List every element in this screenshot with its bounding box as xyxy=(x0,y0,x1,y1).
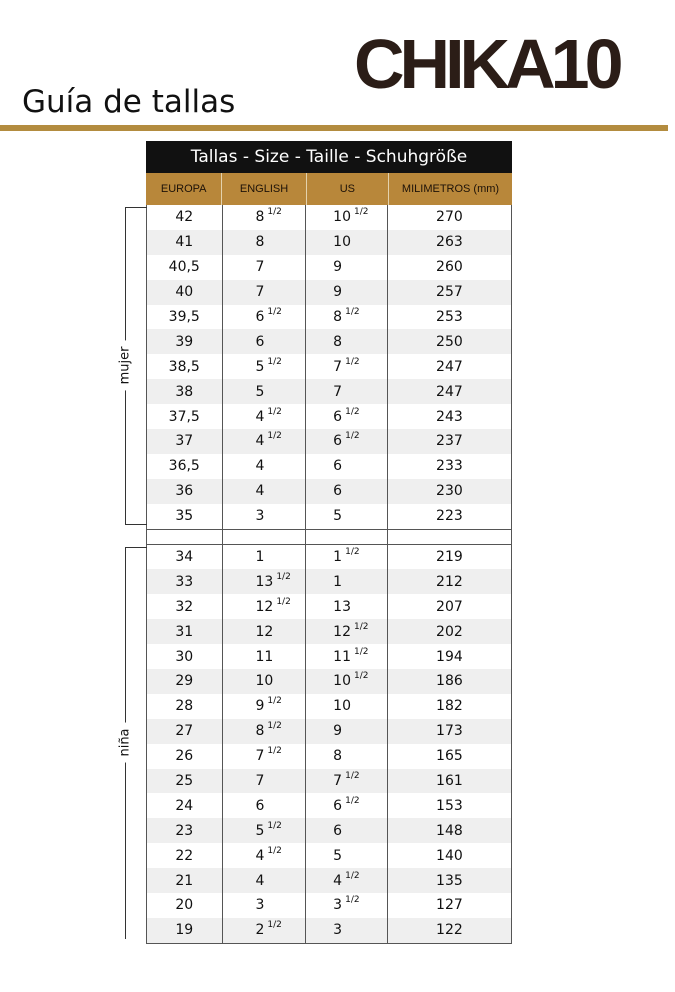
mm-cell: 161 xyxy=(436,773,463,790)
english-cell xyxy=(223,569,307,594)
europa-cell: 39 xyxy=(147,329,223,354)
table-row xyxy=(147,305,511,330)
us-value: 12 xyxy=(333,623,351,640)
us-value: 10 xyxy=(333,234,351,251)
us-value: 8 xyxy=(333,748,343,765)
english-value: 7 xyxy=(255,259,265,276)
europa-cell: 41 xyxy=(147,230,223,255)
english-fraction: 1/2 xyxy=(267,406,282,417)
english-fraction: 1/2 xyxy=(267,356,282,367)
english-value: 8 xyxy=(255,234,265,251)
mm-cell: 212 xyxy=(436,573,463,590)
us-cell xyxy=(306,793,388,818)
table-row xyxy=(147,255,511,280)
us-value: 9 xyxy=(333,723,343,740)
europa-cell: 40 xyxy=(147,280,223,305)
europa-cell: 40,5 xyxy=(147,255,223,280)
english-value: 4 xyxy=(255,408,265,425)
english-cell xyxy=(223,868,307,893)
us-cell xyxy=(306,404,388,429)
english-value: 8 xyxy=(255,209,265,226)
size-table xyxy=(146,141,512,944)
english-fraction: 1/2 xyxy=(267,820,282,831)
us-value: 6 xyxy=(333,433,343,450)
mm-cell: 263 xyxy=(436,234,463,251)
mm-cell: 173 xyxy=(436,723,463,740)
english-value: 4 xyxy=(255,483,265,500)
us-cell xyxy=(306,569,388,594)
english-fraction: 1/2 xyxy=(267,845,282,856)
table-row xyxy=(147,918,511,943)
us-cell xyxy=(306,918,388,943)
us-cell xyxy=(306,594,388,619)
us-cell xyxy=(306,893,388,918)
group-mujer-rows xyxy=(147,205,511,529)
europa-cell: 29 xyxy=(147,669,223,694)
europa-cell: 35 xyxy=(147,504,223,529)
table-row xyxy=(147,719,511,744)
mm-cell: 257 xyxy=(436,284,463,301)
mm-cell: 186 xyxy=(436,673,463,690)
mm-cell: 233 xyxy=(436,458,463,475)
us-cell xyxy=(306,669,388,694)
us-cell xyxy=(306,255,388,280)
table-row xyxy=(147,280,511,305)
mm-cell: 140 xyxy=(436,847,463,864)
us-value: 9 xyxy=(333,259,343,276)
table-row xyxy=(147,594,511,619)
english-cell xyxy=(223,843,307,868)
mm-cell: 207 xyxy=(436,598,463,615)
table-row xyxy=(147,818,511,843)
us-cell xyxy=(306,843,388,868)
english-cell xyxy=(223,404,307,429)
us-cell xyxy=(306,545,388,570)
group-separator-row xyxy=(147,529,511,545)
table-row xyxy=(147,569,511,594)
english-cell xyxy=(223,429,307,454)
europa-cell: 25 xyxy=(147,769,223,794)
english-cell xyxy=(223,305,307,330)
mm-cell: 148 xyxy=(436,822,463,839)
europa-cell: 19 xyxy=(147,918,223,943)
english-cell xyxy=(223,619,307,644)
english-cell xyxy=(223,329,307,354)
group-nina-label: niña xyxy=(118,723,133,763)
us-cell xyxy=(306,230,388,255)
europa-cell: 37,5 xyxy=(147,404,223,429)
english-fraction: 1/2 xyxy=(267,696,282,707)
mm-cell: 219 xyxy=(436,549,463,566)
english-value: 6 xyxy=(255,333,265,350)
english-fraction: 1/2 xyxy=(267,721,282,732)
english-cell xyxy=(223,504,307,529)
english-cell xyxy=(223,255,307,280)
table-row xyxy=(147,545,511,570)
us-value: 8 xyxy=(333,309,343,325)
us-fraction: 1/2 xyxy=(345,406,360,417)
english-value: 7 xyxy=(255,284,265,301)
table-row xyxy=(147,404,511,429)
europa-cell: 30 xyxy=(147,644,223,669)
europa-cell: 20 xyxy=(147,893,223,918)
us-value: 5 xyxy=(333,847,343,864)
english-value: 7 xyxy=(255,773,265,790)
table-row xyxy=(147,354,511,379)
europa-cell: 33 xyxy=(147,569,223,594)
mm-cell: 270 xyxy=(436,209,463,226)
english-cell xyxy=(223,230,307,255)
europa-cell: 27 xyxy=(147,719,223,744)
mm-cell: 237 xyxy=(436,433,463,450)
page-title: Guía de tallas xyxy=(22,84,236,120)
english-value: 5 xyxy=(255,383,265,400)
mm-cell: 153 xyxy=(436,797,463,814)
mm-cell: 230 xyxy=(436,483,463,500)
mm-cell: 194 xyxy=(436,648,463,665)
english-cell xyxy=(223,354,307,379)
english-value: 3 xyxy=(255,897,265,914)
us-value: 13 xyxy=(333,598,351,615)
us-fraction: 1/2 xyxy=(354,621,369,632)
english-cell xyxy=(223,545,307,570)
us-fraction: 1/2 xyxy=(345,795,360,806)
english-value: 5 xyxy=(255,358,265,375)
english-fraction: 1/2 xyxy=(267,431,282,442)
english-cell xyxy=(223,280,307,305)
column-header-english: ENGLISH xyxy=(222,173,306,205)
group-mujer-label: mujer xyxy=(117,341,132,391)
table-row xyxy=(147,694,511,719)
europa-cell: 42 xyxy=(147,205,223,230)
english-value: 6 xyxy=(255,797,265,814)
us-value: 4 xyxy=(333,872,343,889)
us-value: 6 xyxy=(333,797,343,814)
english-fraction: 1/2 xyxy=(267,746,282,757)
english-fraction: 1/2 xyxy=(276,596,291,607)
us-cell xyxy=(306,280,388,305)
english-value: 11 xyxy=(255,648,274,665)
english-value: 9 xyxy=(255,698,265,715)
europa-cell: 24 xyxy=(147,793,223,818)
mm-cell: 223 xyxy=(436,508,463,525)
us-fraction: 1/2 xyxy=(345,771,360,782)
europa-cell: 34 xyxy=(147,545,223,570)
column-header-us: US xyxy=(307,173,389,205)
europa-cell: 22 xyxy=(147,843,223,868)
us-value: 7 xyxy=(333,383,343,400)
us-value: 6 xyxy=(333,822,343,839)
english-fraction: 1/2 xyxy=(276,571,291,582)
europa-cell: 38,5 xyxy=(147,354,223,379)
english-cell xyxy=(223,594,307,619)
english-cell xyxy=(223,893,307,918)
table-row xyxy=(147,619,511,644)
europa-cell: 38 xyxy=(147,379,223,404)
us-cell xyxy=(306,479,388,504)
us-fraction: 1/2 xyxy=(345,307,360,317)
table-row xyxy=(147,504,511,529)
english-cell xyxy=(223,793,307,818)
us-value: 7 xyxy=(333,773,343,790)
mm-cell: 202 xyxy=(436,623,463,640)
us-value: 6 xyxy=(333,458,343,475)
english-value: 3 xyxy=(255,508,265,525)
us-cell xyxy=(306,329,388,354)
us-fraction: 1/2 xyxy=(354,671,369,682)
us-value: 10 xyxy=(333,209,351,226)
table-row xyxy=(147,205,511,230)
us-value: 5 xyxy=(333,508,343,525)
table-row xyxy=(147,230,511,255)
us-value: 1 xyxy=(333,549,343,566)
english-cell xyxy=(223,818,307,843)
us-cell xyxy=(306,429,388,454)
table-row xyxy=(147,329,511,354)
english-value: 1 xyxy=(255,549,265,566)
mm-cell: 135 xyxy=(436,872,463,889)
us-value: 11 xyxy=(333,648,351,665)
english-value: 4 xyxy=(255,872,265,889)
table-row xyxy=(147,744,511,769)
english-cell xyxy=(223,644,307,669)
us-cell xyxy=(306,305,388,330)
table-header-row xyxy=(146,173,512,205)
mm-cell: 253 xyxy=(436,309,463,325)
us-fraction: 1/2 xyxy=(345,431,360,442)
column-header-milimetros: MILIMETROS (mm) xyxy=(401,183,500,195)
column-header-europa: EUROPA xyxy=(146,173,222,205)
us-fraction: 1/2 xyxy=(345,870,360,881)
table-row xyxy=(147,868,511,893)
english-cell xyxy=(223,379,307,404)
us-cell xyxy=(306,644,388,669)
english-cell xyxy=(223,479,307,504)
europa-cell: 21 xyxy=(147,868,223,893)
europa-cell: 23 xyxy=(147,818,223,843)
us-value: 6 xyxy=(333,408,343,425)
table-row xyxy=(147,644,511,669)
english-value: 5 xyxy=(255,822,265,839)
mm-cell: 243 xyxy=(436,408,463,425)
mm-cell: 247 xyxy=(436,358,463,375)
europa-cell: 37 xyxy=(147,429,223,454)
us-value: 1 xyxy=(333,573,343,590)
europa-cell: 31 xyxy=(147,619,223,644)
table-row xyxy=(147,843,511,868)
english-cell xyxy=(223,719,307,744)
us-value: 3 xyxy=(333,922,343,939)
english-value: 6 xyxy=(255,309,265,325)
english-value: 12 xyxy=(255,598,274,615)
us-cell xyxy=(306,868,388,893)
us-fraction: 1/2 xyxy=(345,547,360,558)
us-value: 10 xyxy=(333,673,351,690)
us-cell xyxy=(306,504,388,529)
us-fraction: 1/2 xyxy=(345,356,360,367)
us-fraction: 1/2 xyxy=(354,646,369,657)
english-cell xyxy=(223,769,307,794)
table-body xyxy=(146,205,512,944)
us-value: 6 xyxy=(333,483,343,500)
english-cell xyxy=(223,694,307,719)
europa-cell: 36,5 xyxy=(147,454,223,479)
table-row xyxy=(147,454,511,479)
us-cell xyxy=(306,769,388,794)
english-value: 2 xyxy=(255,922,265,939)
english-value: 4 xyxy=(255,458,265,475)
english-cell xyxy=(223,454,307,479)
mm-cell: 247 xyxy=(436,383,463,400)
table-row xyxy=(147,479,511,504)
us-value: 8 xyxy=(333,333,343,350)
us-value: 10 xyxy=(333,698,351,715)
english-value: 12 xyxy=(255,623,274,640)
us-value: 9 xyxy=(333,284,343,301)
us-value: 3 xyxy=(333,897,343,914)
english-value: 4 xyxy=(255,847,265,864)
english-value: 4 xyxy=(255,433,265,450)
english-cell xyxy=(223,669,307,694)
english-value: 7 xyxy=(255,748,265,765)
table-title: Tallas - Size - Taille - Schuhgröße xyxy=(146,141,512,173)
english-value: 13 xyxy=(255,573,274,590)
us-fraction: 1/2 xyxy=(354,207,369,218)
europa-cell: 26 xyxy=(147,744,223,769)
mm-cell: 165 xyxy=(436,748,463,765)
europa-cell: 39,5 xyxy=(147,305,223,330)
table-row xyxy=(147,669,511,694)
us-cell xyxy=(306,744,388,769)
mm-cell: 182 xyxy=(436,698,463,715)
english-value: 10 xyxy=(255,673,274,690)
mm-cell: 250 xyxy=(436,333,463,350)
mm-cell: 127 xyxy=(436,897,463,914)
us-value: 7 xyxy=(333,358,343,375)
us-cell xyxy=(306,694,388,719)
english-value: 8 xyxy=(255,723,265,740)
table-row xyxy=(147,893,511,918)
brand-logo: CHIKA10 xyxy=(354,25,619,103)
us-cell xyxy=(306,619,388,644)
table-row xyxy=(147,793,511,818)
english-cell xyxy=(223,918,307,943)
us-cell xyxy=(306,354,388,379)
mm-cell: 260 xyxy=(436,259,463,276)
gold-divider xyxy=(0,125,668,131)
europa-cell: 28 xyxy=(147,694,223,719)
us-fraction: 1/2 xyxy=(345,895,360,906)
english-fraction: 1/2 xyxy=(267,207,282,218)
table-row xyxy=(147,769,511,794)
us-cell xyxy=(306,719,388,744)
table-row xyxy=(147,379,511,404)
europa-cell: 36 xyxy=(147,479,223,504)
english-cell xyxy=(223,205,307,230)
mm-cell: 122 xyxy=(436,922,463,939)
us-cell xyxy=(306,818,388,843)
group-nina-rows xyxy=(147,545,511,943)
english-fraction: 1/2 xyxy=(267,307,282,317)
table-row xyxy=(147,429,511,454)
europa-cell: 32 xyxy=(147,594,223,619)
us-cell xyxy=(306,205,388,230)
us-cell xyxy=(306,379,388,404)
english-fraction: 1/2 xyxy=(267,920,282,931)
english-cell xyxy=(223,744,307,769)
us-cell xyxy=(306,454,388,479)
